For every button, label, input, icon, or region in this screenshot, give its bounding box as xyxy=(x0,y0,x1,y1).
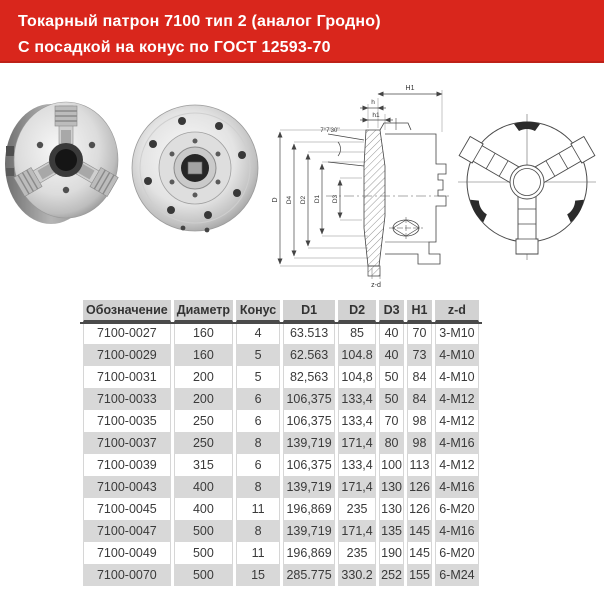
table-cell: 11 xyxy=(236,498,280,520)
column-header: D2 xyxy=(338,300,376,322)
table-row xyxy=(83,344,479,366)
zd-bolt-symbol xyxy=(389,217,423,239)
table-cell: 145 xyxy=(407,520,432,542)
table-cell: 285.775 xyxy=(283,564,335,586)
table-cell: 139,719 xyxy=(283,476,335,498)
table-cell: 7100-0029 xyxy=(83,344,171,366)
table-cell: 7100-0049 xyxy=(83,542,171,564)
table-cell: 155 xyxy=(407,564,432,586)
table-cell: 4-M12 xyxy=(435,388,479,410)
table-cell: 196,869 xyxy=(283,498,335,520)
header-divider xyxy=(80,322,482,324)
dim-label-h1-small: h1 xyxy=(372,112,380,119)
table-row xyxy=(83,498,479,520)
rim-slot xyxy=(6,146,14,156)
dim-label-d4: D4 xyxy=(286,195,293,205)
column-header: H1 xyxy=(407,300,432,322)
screw-hole xyxy=(37,142,43,148)
table-cell: 7100-0047 xyxy=(83,520,171,542)
table-cell: 106,375 xyxy=(283,410,335,432)
table-row xyxy=(83,454,479,476)
table-cell: 6-M20 xyxy=(435,498,479,520)
table-cell: 7100-0033 xyxy=(83,388,171,410)
table-cell: 62.563 xyxy=(283,344,335,366)
pin-hole xyxy=(205,228,210,233)
table-cell: 63.513 xyxy=(283,322,335,344)
chuck-photo-back xyxy=(130,80,260,258)
table-cell: 3-M10 xyxy=(435,322,479,344)
table-cell: 250 xyxy=(174,410,233,432)
table-cell: 7100-0037 xyxy=(83,432,171,454)
table-cell: 6 xyxy=(236,388,280,410)
jaw-wedge xyxy=(328,134,364,166)
table-cell: 4-M12 xyxy=(435,454,479,476)
table-cell: 400 xyxy=(174,498,233,520)
table-cell: 50 xyxy=(379,388,404,410)
pin-hole xyxy=(181,226,186,231)
table-cell: 200 xyxy=(174,366,233,388)
dim-label-d1: D1 xyxy=(314,194,321,204)
table-cell: 130 xyxy=(379,476,404,498)
rim-slot xyxy=(6,168,14,176)
table-cell: 7100-0043 xyxy=(83,476,171,498)
table-cell: 190 xyxy=(379,542,404,564)
image-gallery xyxy=(0,78,604,292)
table-cell: 133,4 xyxy=(338,410,376,432)
table-row xyxy=(83,520,479,542)
dim-label-d3: D3 xyxy=(332,194,339,204)
spec-table-wrap xyxy=(80,300,482,586)
table-cell: 6-M24 xyxy=(435,564,479,586)
table-cell: 4 xyxy=(236,322,280,344)
column-header: Обозначение xyxy=(83,300,171,322)
table-row xyxy=(83,564,479,586)
table-cell: 50 xyxy=(379,366,404,388)
table-cell: 113 xyxy=(407,454,432,476)
table-cell: 4-M12 xyxy=(435,410,479,432)
table-cell: 4-M10 xyxy=(435,366,479,388)
table-cell: 11 xyxy=(236,542,280,564)
flange-foot xyxy=(368,266,380,276)
rear-body xyxy=(385,134,446,264)
cover-lip xyxy=(380,123,411,130)
table-cell: 7100-0027 xyxy=(83,322,171,344)
table-row xyxy=(83,388,479,410)
extension-lines xyxy=(280,90,442,266)
center-bore-inner xyxy=(55,149,77,171)
table-cell: 6 xyxy=(236,410,280,432)
jaw-front xyxy=(516,195,538,254)
table-cell: 171,4 xyxy=(338,432,376,454)
table-cell: 250 xyxy=(174,432,233,454)
table-row xyxy=(83,476,479,498)
header-row xyxy=(83,300,479,322)
table-cell: 98 xyxy=(407,432,432,454)
table-cell: 235 xyxy=(338,498,376,520)
column-header: Диаметр xyxy=(174,300,233,322)
table-cell: 80 xyxy=(379,432,404,454)
table-cell: 106,375 xyxy=(283,388,335,410)
table-cell: 500 xyxy=(174,564,233,586)
table-cell: 40 xyxy=(379,344,404,366)
table-cell: 400 xyxy=(174,476,233,498)
table-cell: 7100-0039 xyxy=(83,454,171,476)
table-cell: 315 xyxy=(174,454,233,476)
dim-label-d: D xyxy=(272,197,279,203)
table-cell: 7100-0045 xyxy=(83,498,171,520)
table-cell: 70 xyxy=(407,322,432,344)
table-row xyxy=(83,542,479,564)
table-row xyxy=(83,366,479,388)
product-title: Токарный патрон 7100 тип 2 (аналог Гродно) xyxy=(18,13,381,30)
table-cell: 5 xyxy=(236,366,280,388)
table-cell: 139,719 xyxy=(283,520,335,542)
angle-label: 7°7'30'' xyxy=(320,128,340,134)
table-cell: 4-M16 xyxy=(435,520,479,542)
chuck-photo-front xyxy=(4,84,124,242)
table-cell: 126 xyxy=(407,498,432,520)
table-cell: 160 xyxy=(174,322,233,344)
screw-hole xyxy=(89,142,95,148)
table-cell: 135 xyxy=(379,520,404,542)
title-banner xyxy=(0,0,604,63)
table-cell: 4-M16 xyxy=(435,476,479,498)
spec-table xyxy=(80,300,482,586)
table-cell: 252 xyxy=(379,564,404,586)
table-cell: 15 xyxy=(236,564,280,586)
table-cell: 171,4 xyxy=(338,520,376,542)
table-cell: 84 xyxy=(407,366,432,388)
table-cell: 5 xyxy=(236,344,280,366)
product-subtitle: С посадкой на конус по ГОСТ 12593-70 xyxy=(18,39,331,56)
table-cell: 126 xyxy=(407,476,432,498)
dim-label-d2: D2 xyxy=(300,195,307,205)
table-cell: 139,719 xyxy=(283,432,335,454)
table-cell: 8 xyxy=(236,520,280,542)
dim-label-zd: z-d xyxy=(371,282,381,289)
table-cell: 82,563 xyxy=(283,366,335,388)
table-cell: 171,4 xyxy=(338,476,376,498)
table-cell: 7100-0035 xyxy=(83,410,171,432)
table-cell: 100 xyxy=(379,454,404,476)
dim-label-h: h xyxy=(371,99,375,106)
table-cell: 104.8 xyxy=(338,344,376,366)
table-cell: 8 xyxy=(236,432,280,454)
table-cell: 200 xyxy=(174,388,233,410)
table-cell: 6-M20 xyxy=(435,542,479,564)
table-cell: 145 xyxy=(407,542,432,564)
table-row xyxy=(83,432,479,454)
table-cell: 235 xyxy=(338,542,376,564)
column-header: D3 xyxy=(379,300,404,322)
table-cell: 40 xyxy=(379,322,404,344)
column-header: D1 xyxy=(283,300,335,322)
table-cell: 500 xyxy=(174,520,233,542)
table-cell: 85 xyxy=(338,322,376,344)
table-cell: 7100-0031 xyxy=(83,366,171,388)
table-cell: 70 xyxy=(379,410,404,432)
table-row xyxy=(83,410,479,432)
column-header: Конус xyxy=(236,300,280,322)
table-cell: 133,4 xyxy=(338,388,376,410)
table-cell: 106,375 xyxy=(283,454,335,476)
table-cell: 6 xyxy=(236,454,280,476)
table-cell: 104,8 xyxy=(338,366,376,388)
table-cell: 98 xyxy=(407,410,432,432)
table-cell: 160 xyxy=(174,344,233,366)
table-cell: 7100-0070 xyxy=(83,564,171,586)
table-cell: 73 xyxy=(407,344,432,366)
table-cell: 84 xyxy=(407,388,432,410)
table-cell: 130 xyxy=(379,498,404,520)
screw-hole xyxy=(63,187,69,193)
table-cell: 8 xyxy=(236,476,280,498)
table-cell: 4-M16 xyxy=(435,432,479,454)
column-header: z-d xyxy=(435,300,479,322)
table-cell: 196,869 xyxy=(283,542,335,564)
table-cell: 500 xyxy=(174,542,233,564)
flange-section xyxy=(364,130,385,266)
table-row xyxy=(83,322,479,344)
key-stub xyxy=(188,162,202,174)
dim-label-H1: H1 xyxy=(405,85,415,92)
table-cell: 4-M10 xyxy=(435,344,479,366)
section-drawing xyxy=(272,78,452,290)
center-ring-outer xyxy=(510,165,544,199)
table-body xyxy=(83,322,479,586)
table-cell: 133,4 xyxy=(338,454,376,476)
front-view-drawing xyxy=(452,92,602,272)
table-cell: 330.2 xyxy=(338,564,376,586)
